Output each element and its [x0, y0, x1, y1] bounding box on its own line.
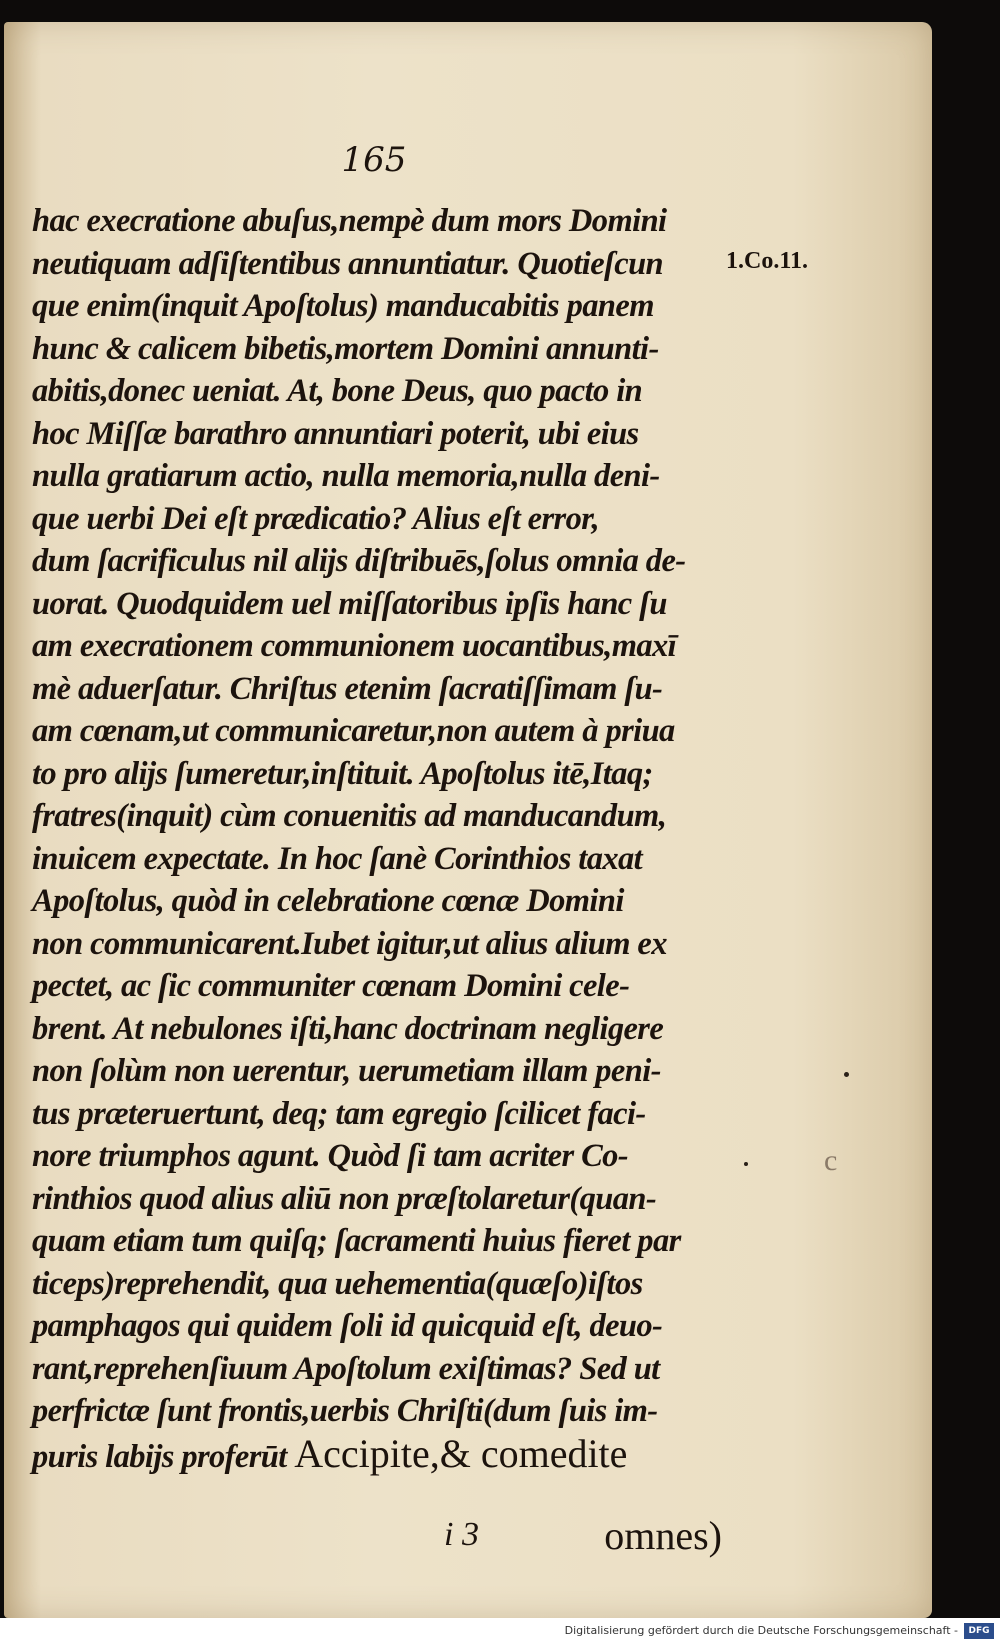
catchword: omnes): [604, 1513, 722, 1558]
text-line: inuicem expectate. In hoc ſanè Corinthios taxat: [32, 840, 643, 877]
text-line: que uerbi Dei eſt prædicatio? Alius eſt error,: [32, 500, 600, 537]
signature-mark: i 3: [444, 1516, 479, 1553]
text-line: que enim(inquit Apoſtolus) manducabitis panem: [32, 288, 654, 324]
text-line: mè aduerſatur. Chriſtus etenim ſacratiſſimam ſu-: [32, 670, 663, 707]
text-line-roman: Accipite,& comedite: [294, 1430, 628, 1476]
text-line: rant,reprehenſiuum Apoſtolum exiſtimas? Sed ut: [32, 1350, 660, 1387]
ink-speck: [844, 1072, 849, 1077]
footer-bar: [0, 1618, 1000, 1646]
text-line: uorat. Quodquidem uel miſſatoribus ipſis hanc ſu: [32, 585, 667, 622]
text-line: hac execratione abuſus,nempè dum mors Domini: [32, 203, 667, 239]
text-line: abitis,donec ueniat. At, bone Deus, quo pacto in: [32, 373, 643, 409]
text-line: tus præteruertunt, deq; tam egregio ſcilicet faci-: [32, 1095, 646, 1132]
text-line: perfrictæ ſunt frontis,uerbis Chriſti(dum ſuis im-: [32, 1393, 658, 1429]
text-line: nore triumphos agunt. Quòd ſi tam acriter Co-: [32, 1138, 629, 1174]
ink-speck: [744, 1162, 748, 1166]
text-line: am execrationem communionem uocantibus,maxī: [32, 628, 677, 664]
text-line: brent. At nebulones iſti,hanc doctrinam negligere: [32, 1010, 664, 1047]
text-line: Apoſtolus, quòd in celebratione cœnæ Domini: [32, 883, 624, 919]
margin-note: 1.Co.11.: [726, 248, 809, 274]
dfg-logo: DFG: [964, 1623, 994, 1639]
text-line: dum ſacrificulus nil alijs diſtribuēs,ſolus omnia de-: [32, 543, 686, 579]
text-line: pectet, ac ſic communiter cœnam Domini cele-: [32, 968, 630, 1004]
text-line: fratres(inquit) cùm conuenitis ad manducandum,: [32, 798, 667, 834]
body-text: [32, 200, 722, 1475]
book-page: [4, 22, 932, 1618]
text-line-italic: puris labijs proferūt: [32, 1438, 287, 1475]
text-line: non ſolùm non uerentur, uerumetiam illam peni-: [32, 1053, 661, 1089]
text-line: pamphagos qui quidem ſoli id quicquid eſt, deuo-: [32, 1308, 663, 1344]
text-line: rinthios quod alius aliū non præſtolaretur(quan-: [32, 1180, 657, 1217]
text-line: to pro alijs ſumeretur,inſtituit. Apoſtolus itē,Itaq;: [32, 755, 653, 792]
text-line: hunc & calicem bibetis,mortem Domini annunti-: [32, 330, 659, 367]
text-line-last: [32, 1430, 722, 1476]
marginal-mark: c: [824, 1144, 838, 1177]
text-line: hoc Miſſæ barathro annuntiari poterit, ubi eius: [32, 415, 639, 452]
page-number: 165: [341, 140, 407, 180]
text-line: nulla gratiarum actio, nulla memoria,nulla deni-: [32, 458, 660, 494]
text-line: ticeps)reprehendit, qua uehementia(quæſo)iſtos: [32, 1265, 643, 1302]
page-foot: [32, 1513, 722, 1560]
text-line: quam etiam tum quiſq; ſacramenti huius fieret par: [32, 1223, 681, 1259]
text-line: am cœnam,ut communicaretur,non autem à priua: [32, 713, 675, 749]
funding-notice: Digitalisierung gefördert durch die Deutsche Forschungsgemeinschaft -: [564, 1624, 958, 1637]
text-line: non communicarent.Iubet igitur,ut alius alium ex: [32, 925, 667, 962]
text-line: neutiquam adſiſtentibus annuntiatur. Quotieſcun: [32, 245, 664, 282]
